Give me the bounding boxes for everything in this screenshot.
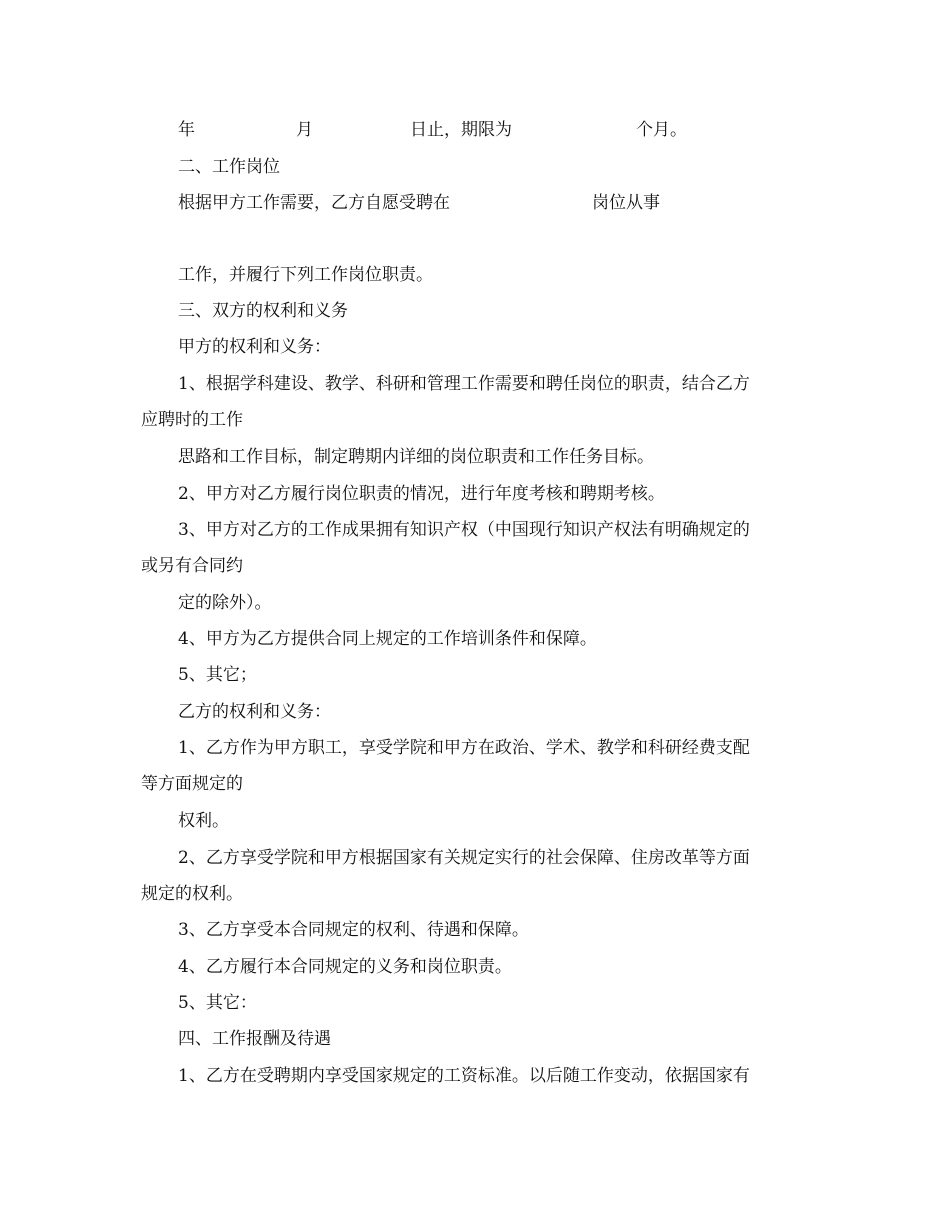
paragraph-line: 思路和工作目标，制定聘期内详细的岗位职责和工作任务目标。: [178, 447, 654, 467]
paragraph-line: 根据甲方工作需要，乙方自愿受聘在: [178, 193, 450, 213]
paragraph-line: 1、乙方作为甲方职工，享受学院和甲方在政治、学术、教学和科研经费支配: [178, 738, 750, 758]
paragraph-line: 定的除外）。: [178, 593, 272, 613]
paragraph-line: 4、甲方为乙方提供合同上规定的工作培训条件和保障。: [178, 629, 597, 649]
section-heading-rights-duties: 三、双方的权利和义务: [178, 301, 348, 321]
section-heading-remuneration: 四、工作报酬及待遇: [178, 1029, 331, 1049]
paragraph-line: 4、乙方履行本合同规定的义务和岗位职责。: [178, 957, 512, 977]
paragraph-line: 5、其它：: [178, 993, 257, 1013]
paragraph-line: 工作，并履行下列工作岗位职责。: [178, 265, 433, 285]
paragraph-line: 1、根据学科建设、教学、科研和管理工作需要和聘任岗位的职责，结合乙方: [178, 374, 750, 394]
day-period-label: 日止，期限为: [410, 120, 512, 140]
paragraph-line: 2、乙方享受学院和甲方根据国家有关规定实行的社会保障、住房改革等方面: [178, 848, 750, 868]
subheading-party-b: 乙方的权利和义务：: [178, 702, 331, 722]
paragraph-line: 岗位从事: [592, 193, 660, 213]
subheading-party-a: 甲方的权利和义务：: [178, 337, 331, 357]
paragraph-line: 或另有合同约: [141, 556, 243, 576]
paragraph-line: 规定的权利。: [141, 884, 243, 904]
year-label: 年: [178, 120, 195, 140]
paragraph-line: 2、甲方对乙方履行岗位职责的情况，进行年度考核和聘期考核。: [178, 484, 665, 504]
paragraph-line: 1、乙方在受聘期内享受国家规定的工资标准。以后随工作变动，依据国家有: [178, 1066, 750, 1086]
section-heading-job-position: 二、工作岗位: [178, 157, 280, 177]
paragraph-line: 等方面规定的: [141, 774, 243, 794]
contract-term-line: [178, 119, 778, 141]
months-label: 个月。: [636, 120, 687, 140]
paragraph-line: 应聘时的工作: [141, 410, 243, 430]
paragraph-line: 权利。: [178, 811, 229, 831]
paragraph-line: 3、甲方对乙方的工作成果拥有知识产权（中国现行知识产权法有明确规定的: [178, 520, 750, 540]
paragraph-line: 5、其它；: [178, 665, 257, 685]
month-label: 月: [296, 120, 313, 140]
paragraph-line: 3、乙方享受本合同规定的权利、待遇和保障。: [178, 920, 529, 940]
